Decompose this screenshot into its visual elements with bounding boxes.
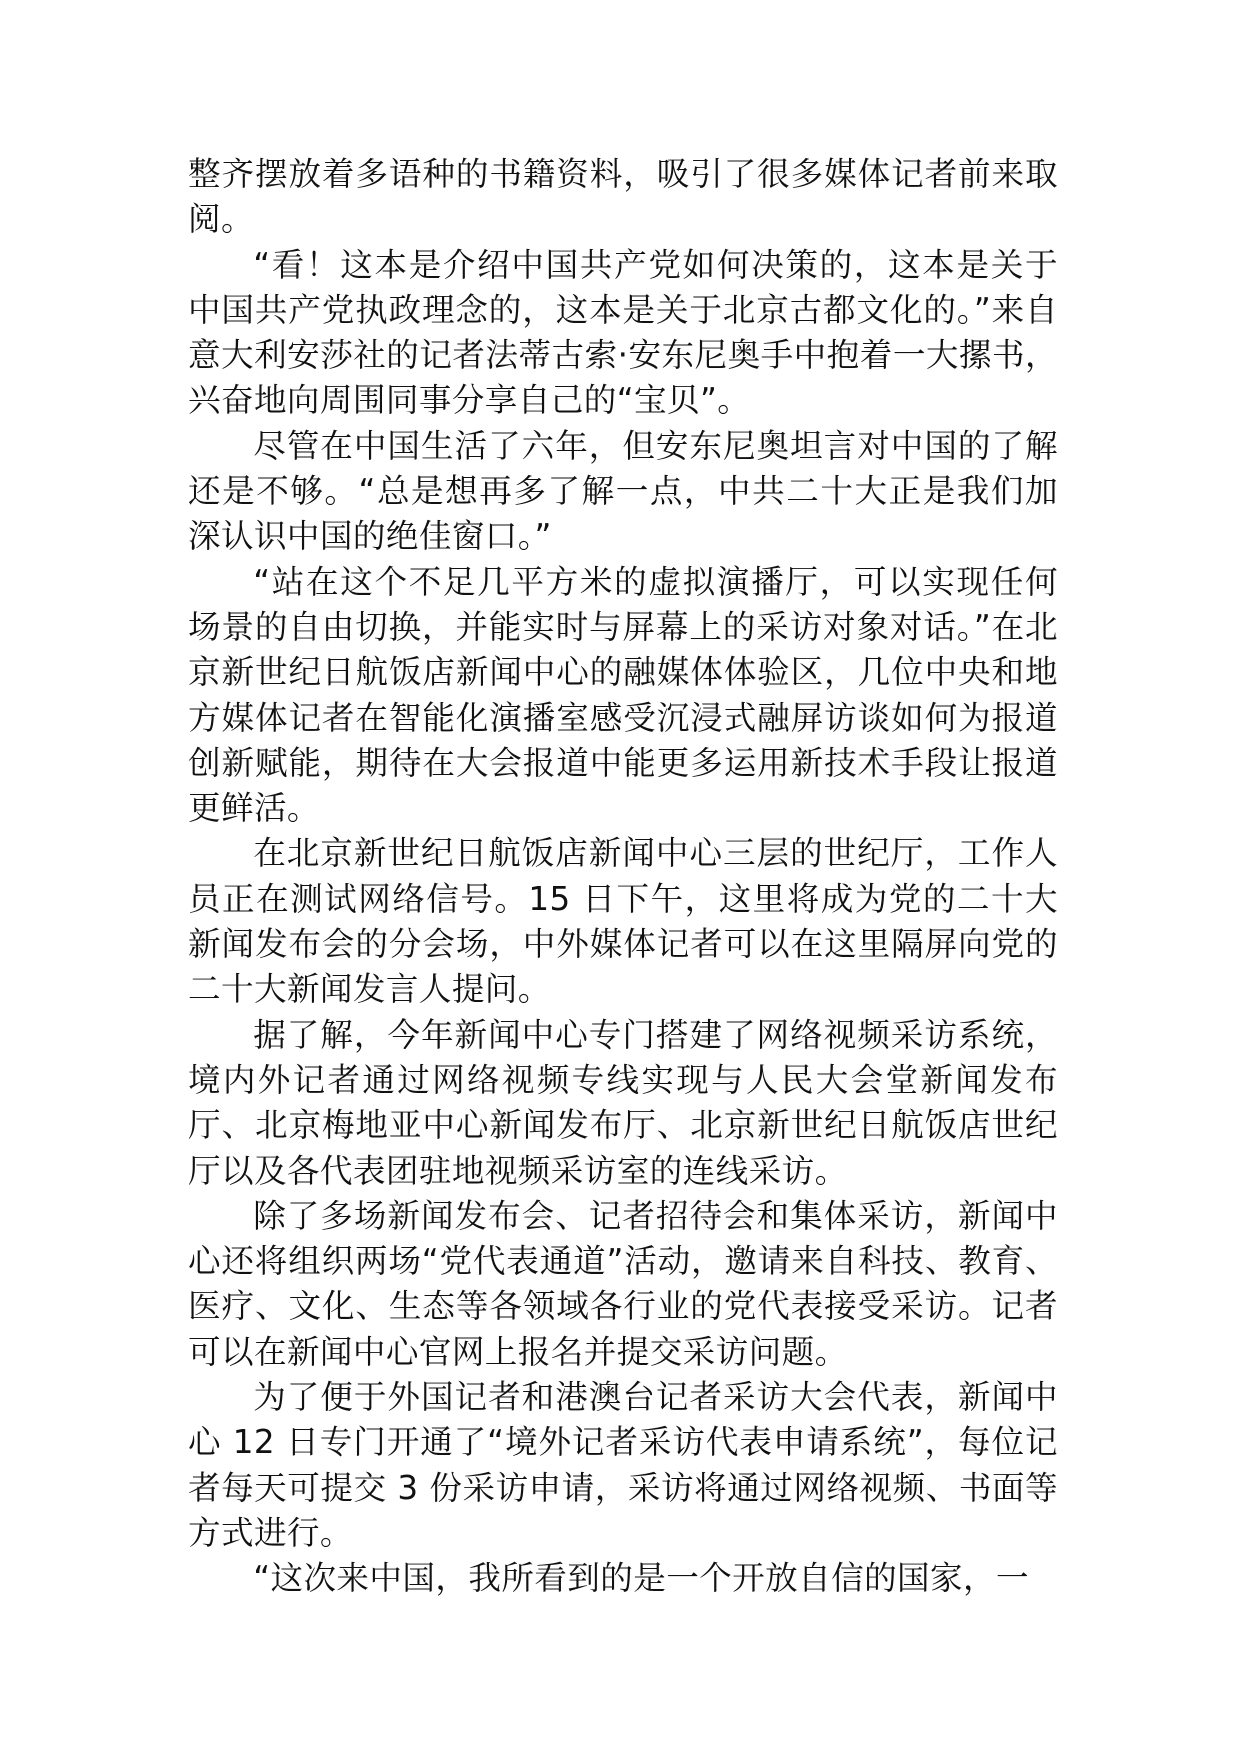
paragraph-virtual-studio: “站在这个不足几平方米的虚拟演播厅，可以实现任何场景的自由切换，并能实时与屏幕上的采访对象对话。”在北京新世纪日航饭店新闻中心的融媒体体验区，几位中央和地方媒体记者在智能化演播室感受沉浸式融屏访谈如何为报道创新赋能，期待在大会报道中能更多运用新技术手段让报道更鲜活。 <box>188 562 1058 828</box>
paragraph-delegate-channel: 除了多场新闻发布会、记者招待会和集体采访，新闻中心还将组织两场“党代表通道”活动，邀请来自科技、教育、医疗、文化、生态等各领域各行业的党代表接受采访。记者可以在新闻中心官网上报名并提交采访问题。 <box>188 1196 1058 1371</box>
paragraph-video-system: 据了解，今年新闻中心专门搭建了网络视频采访系统，境内外记者通过网络视频专线实现与人民大会堂新闻发布厅、北京梅地亚中心新闻发布厅、北京新世纪日航饭店世纪厅以及各代表团驻地视频采访室的连线采访。 <box>188 1015 1058 1190</box>
paragraph-century-hall: 在北京新世纪日航饭店新闻中心三层的世纪厅，工作人员正在测试网络信号。15 日下午，这里将成为党的二十大新闻发布会的分会场，中外媒体记者可以在这里隔屏向党的二十大新闻发言人提问。 <box>188 834 1058 1009</box>
paragraph-application-system: 为了便于外国记者和港澳台记者采访大会代表，新闻中心 12 日专门开通了“境外记者采访代表申请系统”，每位记者每天可提交 3 份采访申请，采访将通过网络视频、书面等方式进行。 <box>188 1378 1058 1552</box>
paragraph-antonio: 尽管在中国生活了六年，但安东尼奥坦言对中国的了解还是不够。“总是想再多了解一点，中共二十大正是我们加深认识中国的绝佳窗口。” <box>188 426 1058 556</box>
paragraph-continued: 整齐摆放着多语种的书籍资料，吸引了很多媒体记者前来取阅。 <box>188 155 1058 239</box>
article-body <box>188 152 1058 1602</box>
paragraph-final-quote: “这次来中国，我所看到的是一个开放自信的国家，一 <box>253 1559 1029 1598</box>
paragraph-quote-books: “看！这本是介绍中国共产党如何决策的，这本是关于中国共产党执政理念的，这本是关于北京古都文化的。”来自意大利安莎社的记者法蒂古索·安东尼奥手中抱着一大摞书，兴奋地向周围同事分享自己的“宝贝”。 <box>188 245 1058 420</box>
